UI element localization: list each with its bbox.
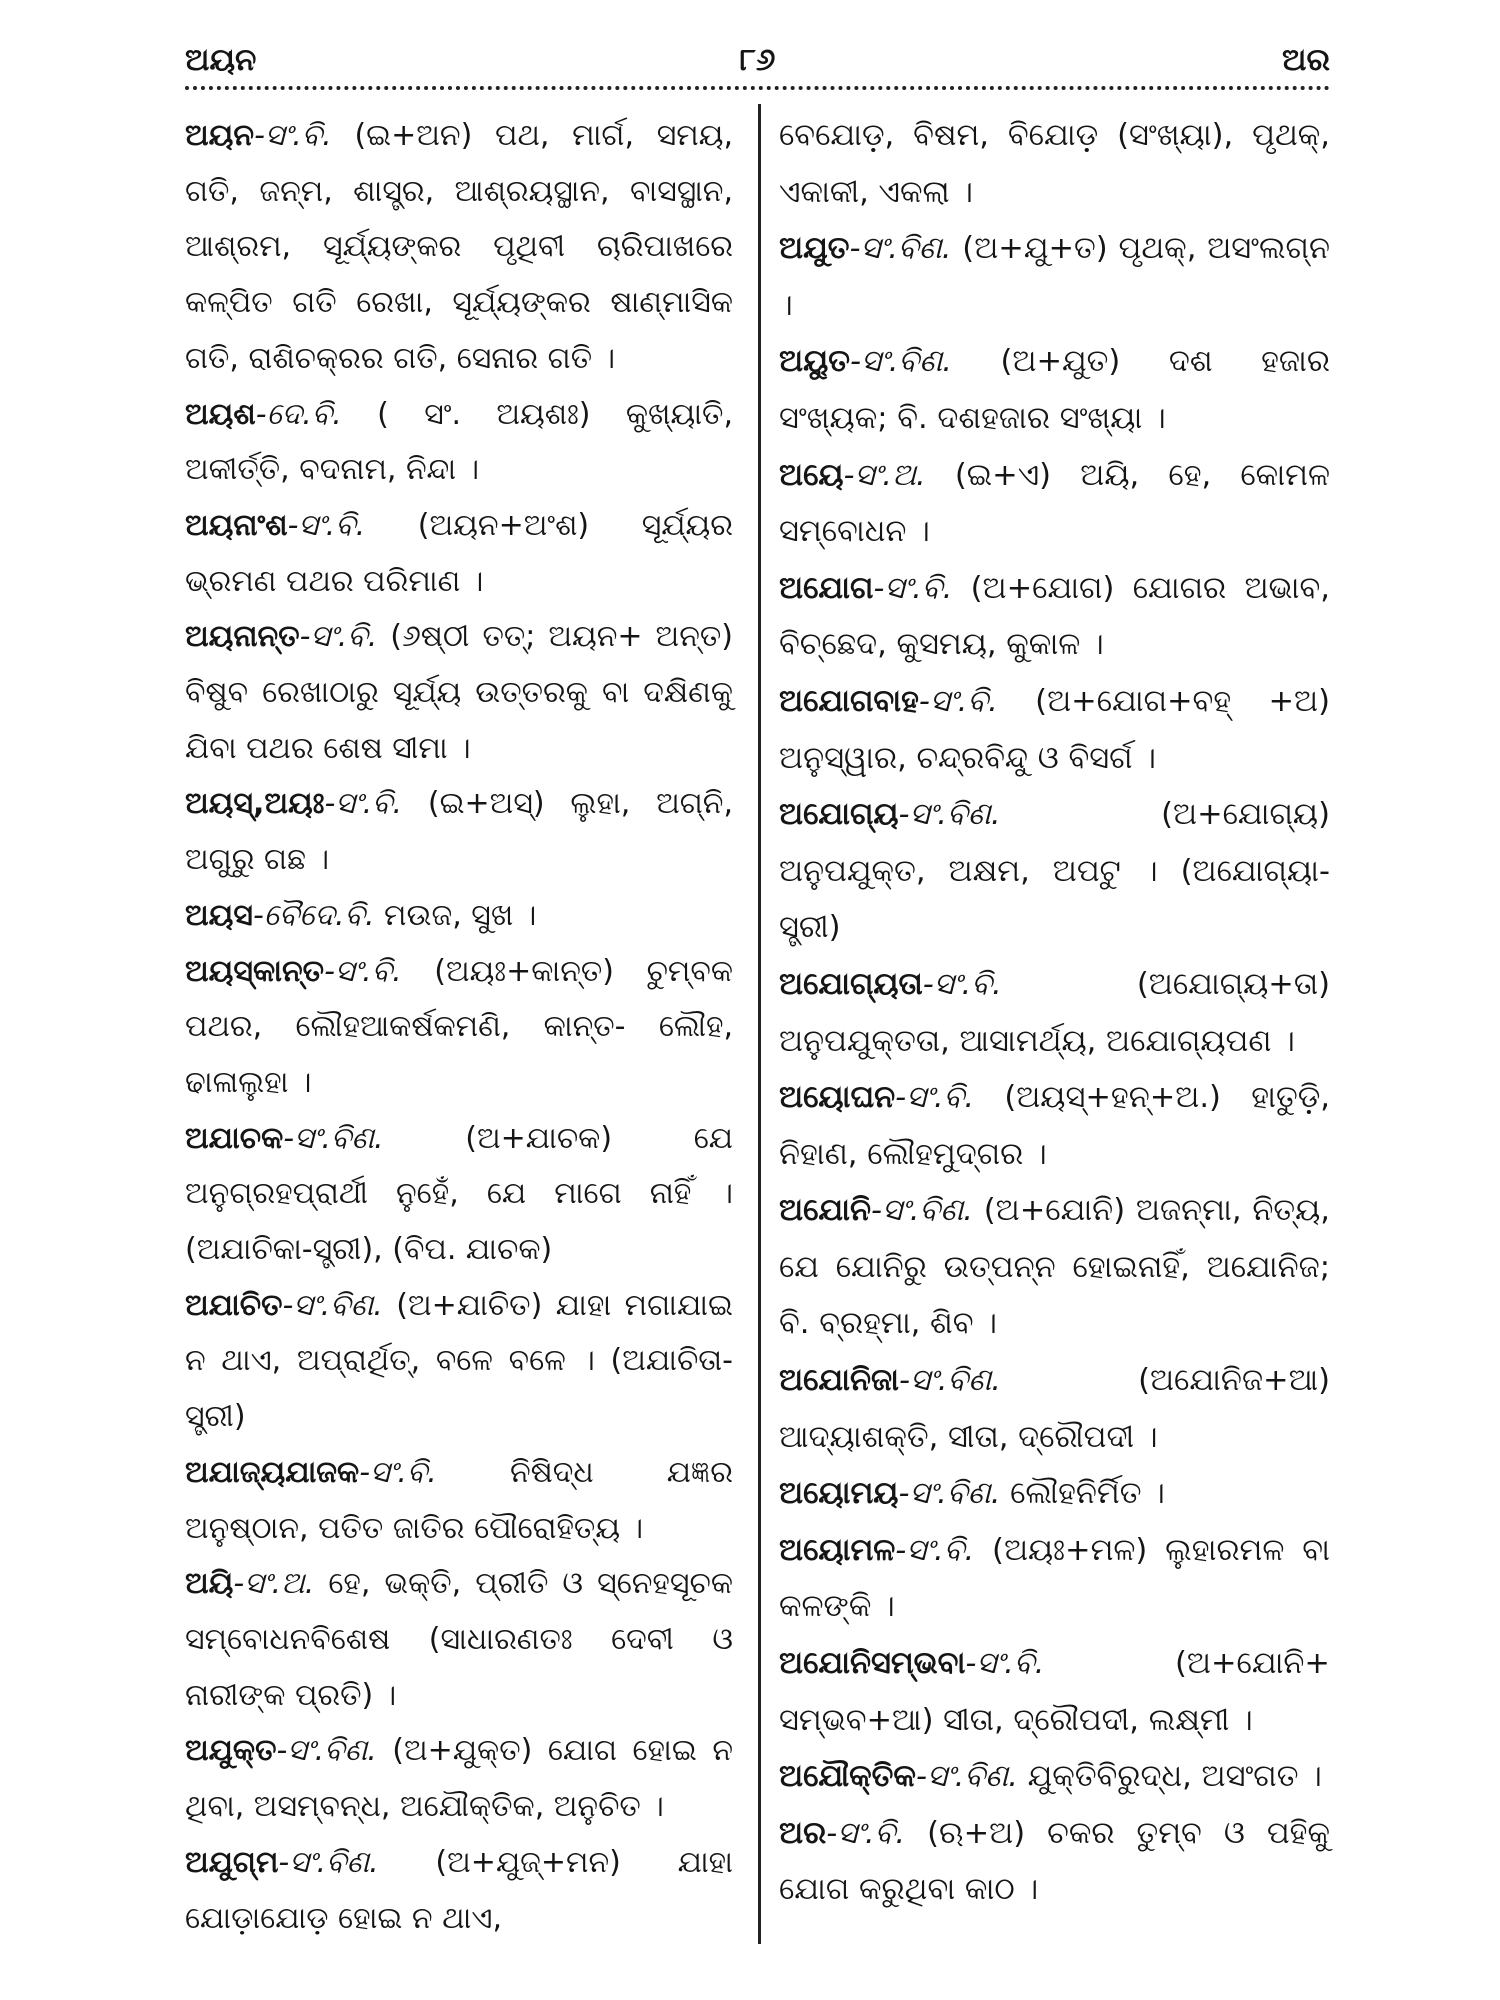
dictionary-entry — [185, 609, 733, 776]
dictionary-entry — [779, 1353, 1330, 1466]
entry-headword: ଅୟଶ — [185, 396, 256, 432]
left-column — [185, 108, 733, 1946]
entry-definition: (ଅ+ଯୋନି+ ସମ୍ଭବ+ଆ) ସୀତା, ଦ୍ରୌପଦୀ, ଲକ୍ଷ୍ମୀ । — [779, 1646, 1330, 1738]
entry-headword: ଅଯାଚିତ — [185, 1287, 283, 1323]
entry-headword: ଅଯୋଗ୍ୟ — [779, 797, 899, 833]
dictionary-entry — [779, 334, 1330, 447]
dictionary-entry — [779, 448, 1330, 561]
entry-definition: (ଇ+ଏ) ଅୟି, ହେ, କୋମଳ ସମ୍ବୋଧନ । — [779, 457, 1330, 550]
entry-grammar-label: -ସଂ.ବିଣ. — [276, 1733, 377, 1769]
entry-grammar-label: -ସଂ.ବିଣ. — [898, 1476, 1001, 1512]
entry-grammar-label: -ସଂ.ବି. — [873, 570, 953, 606]
dictionary-entry — [779, 108, 1330, 221]
entry-grammar-label: -ସଂ.ବି. — [254, 118, 332, 153]
entry-definition: (ଅ+ଯୁଜ୍+ମନ) ଯାହା ଯୋଡ଼ାଯୋଡ଼ ହୋଇ ନ ଥାଏ, — [185, 1844, 733, 1936]
entry-definition: (ଅ+ଯୁ+ତ) ପୃଥକ୍, ଅସଂଲଗ୍ନ । — [779, 231, 1330, 323]
dictionary-entry — [779, 1183, 1330, 1353]
entry-definition: (ଅ+ଯୋନି) ଅଜନ୍ମା, ନିତ୍ୟ, ଯେ ଯୋନିରୁ ଉତ୍ପନ୍ନ ହୋଇନାହିଁ, ଅଯୋନିଜ; ବି. ବ୍ରହ୍ମା, ଶିବ । — [779, 1193, 1330, 1342]
entry-grammar-label: -ସଂ.ବି. — [287, 507, 366, 543]
entry-headword: ଅଯୋଗ୍ୟତା — [779, 966, 923, 1002]
dictionary-entry — [185, 108, 733, 387]
entry-headword: ଅୟୋମୟ — [779, 1476, 899, 1512]
entry-definition: (ଅ+ଯୋଗ) ଯୋଗର ଅଭାବ, ବିଚ୍ଛେଦ, କୁସମୟ, କୁକାଳ । — [779, 570, 1330, 663]
entry-grammar-label: -ସଂ.ବି. — [895, 1080, 975, 1116]
dictionary-entry — [779, 1523, 1330, 1636]
entry-headword: ଅଯୋନିସମ୍ଭବା — [779, 1646, 966, 1682]
dictionary-entry — [185, 1111, 733, 1278]
dictionary-entry — [185, 776, 733, 887]
entry-headword: ଅଯୁଗ୍ମ — [185, 1844, 279, 1880]
dictionary-entry — [185, 1445, 733, 1556]
right-column — [779, 108, 1330, 1919]
entry-headword: ଅଯୁକ୍ତ — [185, 1733, 277, 1769]
entry-grammar-label: -ସଂ.ବିଣ. — [278, 1844, 379, 1880]
entry-headword: ଅଯାଚକ — [185, 1120, 284, 1156]
entry-grammar-label: -ସଂ.ବିଣ. — [870, 1193, 973, 1229]
dictionary-entry — [779, 561, 1330, 674]
entry-definition: (୬ଷ୍ଠୀ ତତ୍; ଅୟନ+ ଅନ୍ତ) ବିଷୁବ ରେଖାଠାରୁ ସୂର୍ଯ୍ୟ ଉତ୍ତରକୁ ବା ଦକ୍ଷିଣକୁ ଯିବା ପଥର ଶେଷ ସୀମା । — [185, 619, 733, 766]
entry-headword: ଅଯାଜ୍ୟଯାଜକ — [185, 1454, 360, 1490]
entry-grammar-label: -ସଂ.ବିଣ. — [915, 1759, 1018, 1795]
dictionary-entry — [185, 1835, 733, 1946]
entry-definition: ହେ, ଭକ୍ତି, ପ୍ରୀତି ଓ ସ୍ନେହସୂଚକ ସମ୍ବୋଧନବିଶେଷ (ସାଧାରଣତଃ ଦେବୀ ଓ ନାରୀଙ୍କ ପ୍ରତି) । — [185, 1566, 733, 1713]
dictionary-entry — [185, 387, 733, 498]
header-left-guide-word: ଅୟନ — [185, 42, 257, 78]
entry-definition: (ଅୟସ୍+ହନ୍+ଅ.) ହାତୁଡ଼ି, ନିହାଣ, ଲୌହମୁଦ୍‌ଗର । — [779, 1080, 1330, 1172]
entry-grammar-label: -ସଂ.ବିଣ. — [898, 797, 1001, 833]
entry-definition: (ଅ+ଯୁକ୍ତ) ଯୋଗ ହୋଇ ନ ଥିବା, ଅସମ୍ବନ୍ଧ, ଅଯୌକ୍ତିକ, ଅନୁଚିତ । — [185, 1733, 733, 1825]
entry-grammar-label: -ସଂ.ବିଣ. — [849, 231, 952, 267]
dictionary-entry — [185, 1278, 733, 1445]
entry-definition: (ଅଯୋନିଜ+ଆ) ଆଦ୍ୟାଶକ୍ତି, ସୀତା, ଦ୍ରୌପଦୀ । — [779, 1363, 1330, 1455]
entry-grammar-label: -ସଂ.ବି. — [965, 1646, 1045, 1682]
header-dotted-rule — [185, 86, 1330, 90]
dictionary-entry — [779, 674, 1330, 787]
dictionary-entry — [779, 1749, 1330, 1806]
entry-definition: (ଅ+ଯୁତ) ଦଶ ହଜାର ସଂଖ୍ୟକ; ବି. ଦଶହଜାର ସଂଖ୍ୟା । — [779, 344, 1330, 436]
entry-definition: ଯୁକ୍ତିବିରୁଦ୍ଧ, ଅସଂଗତ । — [1017, 1759, 1322, 1795]
entry-grammar-label: -ସଂ.ବି. — [922, 966, 1002, 1002]
dictionary-entry — [779, 1806, 1330, 1919]
entry-definition: ନିଷିଦ୍ଧ ଯଜ୍ଞର ଅନୁଷ୍ଠାନ, ପତିତ ଜାତିର ପୌରୋହିତ୍ୟ । — [185, 1454, 733, 1546]
entry-headword: ଅଯୋଗବାହ — [779, 683, 919, 719]
entry-headword: ଅଯୋଗ — [779, 570, 874, 606]
entry-grammar-label: -ସଂ.ବି. — [324, 953, 402, 989]
entry-headword: ଅୟୋମଳ — [779, 1532, 896, 1568]
entry-definition: ( ସଂ. ଅୟଶଃ) କୁଖ୍ୟାତି, ଅକୀର୍ତ୍ତି, ବଦନାମ, ନିନ୍ଦା । — [185, 396, 733, 488]
entry-headword: ଅର — [779, 1815, 827, 1851]
dictionary-entry — [779, 957, 1330, 1070]
entry-grammar-label: -ସଂ.ଅ. — [233, 1566, 315, 1602]
entry-grammar-label: -ସଂ.ବି. — [299, 619, 378, 655]
entry-grammar-label: -ବୈଦେ.ବି. — [252, 897, 375, 933]
entry-headword: ଅୟନ — [185, 118, 255, 153]
entry-headword: ଅୟନାଂଶ — [185, 507, 288, 543]
dictionary-entry — [779, 1070, 1330, 1183]
entry-headword: ଅୟନାନ୍ତ — [185, 619, 300, 655]
dictionary-entry — [185, 1723, 733, 1834]
entry-headword: ଅୟୁତ — [779, 344, 850, 380]
column-divider — [758, 104, 761, 1944]
entry-definition: (ଅଯୋଗ୍ୟ+ତା) ଅନୁପଯୁକ୍ତତା, ଆସାମର୍ଥ୍ୟ, ଅଯୋଗ୍ୟପଣ । — [779, 966, 1330, 1059]
dictionary-entry — [185, 944, 733, 1111]
dictionary-entry — [779, 221, 1330, 334]
entry-grammar-label: -ସଂ.ବି. — [895, 1532, 975, 1568]
dictionary-entry — [779, 1636, 1330, 1749]
entry-grammar-label: -ସଂ.ବି. — [324, 786, 403, 822]
entry-grammar-label: -ସଂ.ବିଣ. — [899, 1363, 1001, 1399]
dictionary-entry — [779, 787, 1330, 957]
header-right-guide-word: ଅର — [1282, 42, 1330, 78]
entry-grammar-label: -ସଂ.ବିଣ. — [849, 344, 952, 380]
entry-grammar-label: -ସଂ.ବି. — [918, 683, 998, 719]
dictionary-entry — [185, 888, 733, 944]
entry-headword: ଅୟି — [185, 1566, 234, 1602]
entry-definition: (ଅୟଃ+ମଳ) ଲୁହାରମଳ ବା କଳଙ୍କି । — [779, 1532, 1330, 1625]
dictionary-entry — [779, 1466, 1330, 1523]
entry-definition: ବେଯୋଡ଼, ବିଷମ, ବିଯୋଡ଼ (ସଂଖ୍ୟା), ପୃଥକ୍, ଏକାକୀ, ଏକଲା । — [779, 118, 1330, 210]
entry-definition: (ଅୟନ+ଅଂଶ) ସୂର୍ଯ୍ୟର ଭ୍ରମଣ ପଥର ପରିମାଣ । — [185, 507, 733, 599]
entry-headword: ଅଯୁତ — [779, 231, 850, 267]
entry-definition: (ଅ+ଯୋଗ+ବହ୍ +ଅ) ଅନୁସ୍ୱାର, ଚନ୍ଦ୍ରବିନ୍ଦୁ ଓ ବିସର୍ଗ । — [779, 683, 1330, 776]
entry-definition: (ଅ+ଯାଚକ) ଯେ ଅନୁଗ୍ରହପ୍ରାର୍ଥୀ ନୁହେଁ, ଯେ ମାଗେ ନାହିଁ । (ଅଯାଚିକା-ସ୍ତ୍ରୀ), (ବିପ. ଯାଚକ) — [185, 1120, 733, 1268]
entry-headword: ଅଯୋନିଜା — [779, 1363, 899, 1399]
entry-headword: ଅୟସ୍କାନ୍ତ — [185, 953, 325, 989]
entry-headword: ଅୟେ — [779, 457, 844, 493]
entry-headword: ଅଯୋନି — [779, 1193, 871, 1229]
entry-grammar-label: -ସଂ.ବିଣ. — [282, 1287, 383, 1323]
entry-headword: ଅୟସ — [185, 897, 253, 933]
entry-definition: (ଋ+ଅ) ଚକର ତୁମ୍ବ ଓ ପହିକୁ ଯୋଗ କରୁଥିବା କାଠ । — [779, 1815, 1330, 1908]
entry-definition: (ଇ+ଅନ) ପଥ, ମାର୍ଗ, ସମୟ, ଗତି, ଜନ୍ମ, ଶାସ୍ତ୍ର, ଆଶ୍ରୟସ୍ଥାନ, ବାସସ୍ଥାନ, ଆଶ୍ରମ, ସୂର୍ଯ୍ୟଙ୍କର ପୃଥିବୀ ଚାରିପାଖରେ କଳ୍ପିତ ଗତି ରେଖା, ସୂର୍ଯ୍ୟଙ୍କର ଷାଣ୍ମାସିକ ଗତି, ରାଶିଚକ୍ରର ଗତି, ସେନାର ଗତି । — [185, 118, 733, 376]
entry-headword: ଅୟୋଘନ — [779, 1080, 896, 1116]
running-head — [185, 42, 1330, 86]
entry-grammar-label: -ସଂ.ବି. — [359, 1454, 437, 1490]
entry-definition: ଲୌହନିର୍ମିତ । — [1000, 1476, 1165, 1512]
dictionary-entry — [185, 498, 733, 609]
dictionary-entry — [185, 1556, 733, 1723]
entry-definition: (ଅୟଃ+କାନ୍ତ) ଚୁମ୍ବକ ପଥର, ଲୌହଆକର୍ଷକମଣି, କାନ୍ତ- ଲୌହ, ଢାଳାଲୁହା । — [185, 953, 733, 1100]
entry-headword: ଅୟସ୍,ଅୟଃ — [185, 786, 325, 822]
entry-definition: ମଉଜ, ସୁଖ । — [374, 897, 537, 933]
entry-definition: (ଇ+ଅସ୍) ଲୁହା, ଅଗ୍ନି, ଅଗୁରୁ ଗଛ । — [185, 786, 733, 878]
entry-grammar-label: -ଦେ.ବି. — [255, 396, 342, 432]
entry-grammar-label: -ସଂ.ବିଣ. — [283, 1120, 384, 1156]
entry-headword: ଅଯୌକ୍ତିକ — [779, 1759, 916, 1795]
entry-definition: (ଅ+ଯୋଗ୍ୟ) ଅନୁପଯୁକ୍ତ, ଅକ୍ଷମ, ଅପଟୁ । (ଅଯୋଗ୍ୟା-ସ୍ତ୍ରୀ) — [779, 797, 1330, 946]
entry-definition: (ଅ+ଯାଚିତ) ଯାହା ମଗାଯାଇ ନ ଥାଏ, ଅପ୍ରାର୍ଥିତ୍, ବଳେ ବଳେ । (ଅଯାଚିତା-ସ୍ତ୍ରୀ) — [185, 1287, 733, 1435]
entry-grammar-label: -ସଂ.ଅ. — [843, 457, 926, 493]
entry-grammar-label: -ସଂ.ବି. — [826, 1815, 906, 1851]
page-number: ୮୬ — [739, 42, 776, 78]
